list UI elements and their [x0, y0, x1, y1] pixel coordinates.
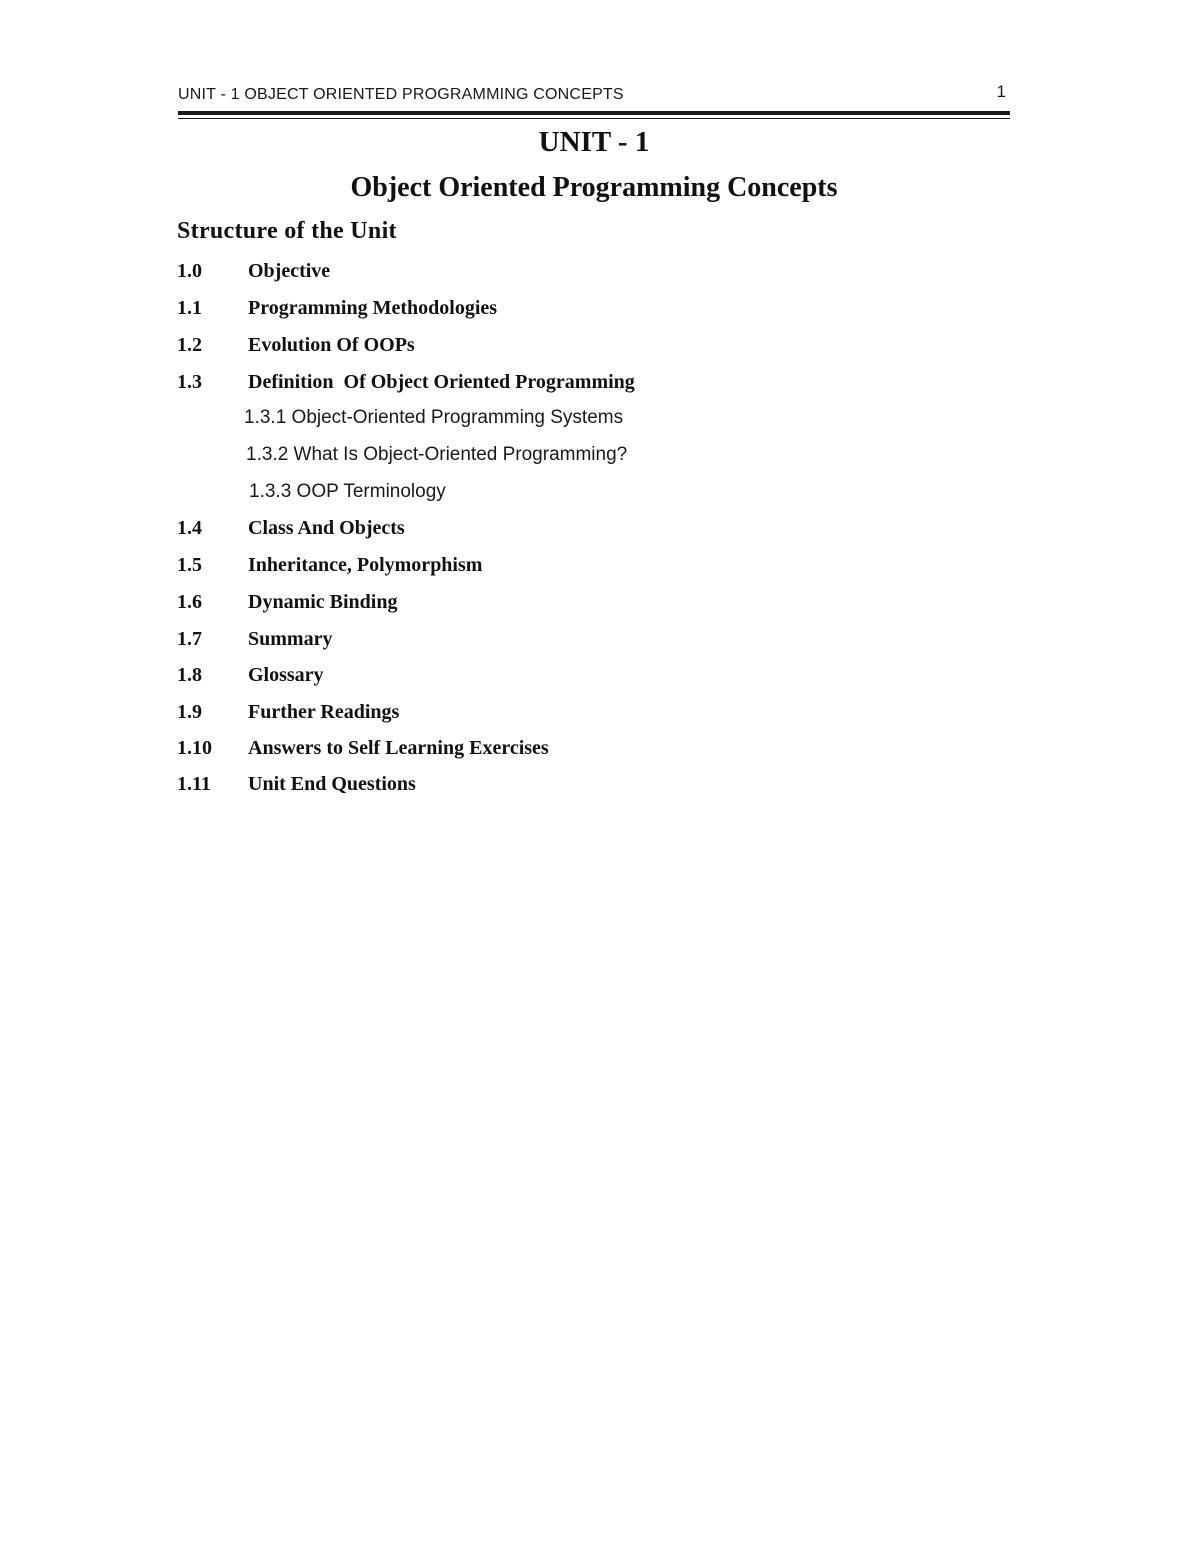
toc-item-number: 1.5 [177, 554, 202, 576]
toc-item-number: 1.0 [177, 260, 202, 282]
running-header [178, 84, 1010, 108]
toc-item-label: Further Readings [248, 701, 400, 723]
toc-item-number: 1.9 [177, 701, 202, 723]
toc-item-number: 1.1 [177, 297, 202, 319]
toc-item-number: 1.11 [177, 773, 211, 795]
toc-item-number: 1.7 [177, 628, 202, 650]
header-rule-thick [178, 111, 1010, 115]
toc-item-label: Class And Objects [248, 517, 405, 539]
toc-item-label: Evolution Of OOPs [248, 334, 415, 356]
toc-item-number: 1.10 [177, 737, 212, 759]
toc-item-number: 1.2 [177, 334, 202, 356]
toc-item-label: Glossary [248, 664, 324, 686]
toc-item-label: Dynamic Binding [248, 591, 398, 613]
toc-item-label: Inheritance, Polymorphism [248, 554, 483, 576]
toc-item-label: Objective [248, 260, 331, 282]
unit-subtitle: Object Oriented Programming Concepts [350, 172, 838, 203]
toc-item-number: 1.8 [177, 664, 202, 686]
toc-subitem: 1.3.3 OOP Terminology [249, 481, 446, 502]
page-number: 1 [996, 82, 1006, 101]
toc-subitem: 1.3.1 Object-Oriented Programming Systems [244, 407, 624, 428]
header-rule-thin [178, 118, 1010, 119]
toc-item-label: Unit End Questions [248, 773, 416, 795]
toc-item-label: Answers to Self Learning Exercises [248, 737, 549, 759]
toc-item-label: Programming Methodologies [248, 297, 498, 319]
toc-item-label: Definition Of Object Oriented Programming [248, 371, 635, 393]
toc-item-number: 1.6 [177, 591, 202, 613]
toc-item-label: Summary [248, 628, 333, 650]
running-title: UNIT - 1 OBJECT ORIENTED PROGRAMMING CONCEPTS [178, 86, 624, 103]
toc-item-number: 1.3 [177, 371, 202, 393]
unit-title: UNIT - 1 [538, 126, 650, 158]
structure-heading: Structure of the Unit [177, 218, 397, 244]
toc-item-number: 1.4 [177, 517, 202, 539]
toc-subitem: 1.3.2 What Is Object-Oriented Programming? [246, 444, 628, 465]
